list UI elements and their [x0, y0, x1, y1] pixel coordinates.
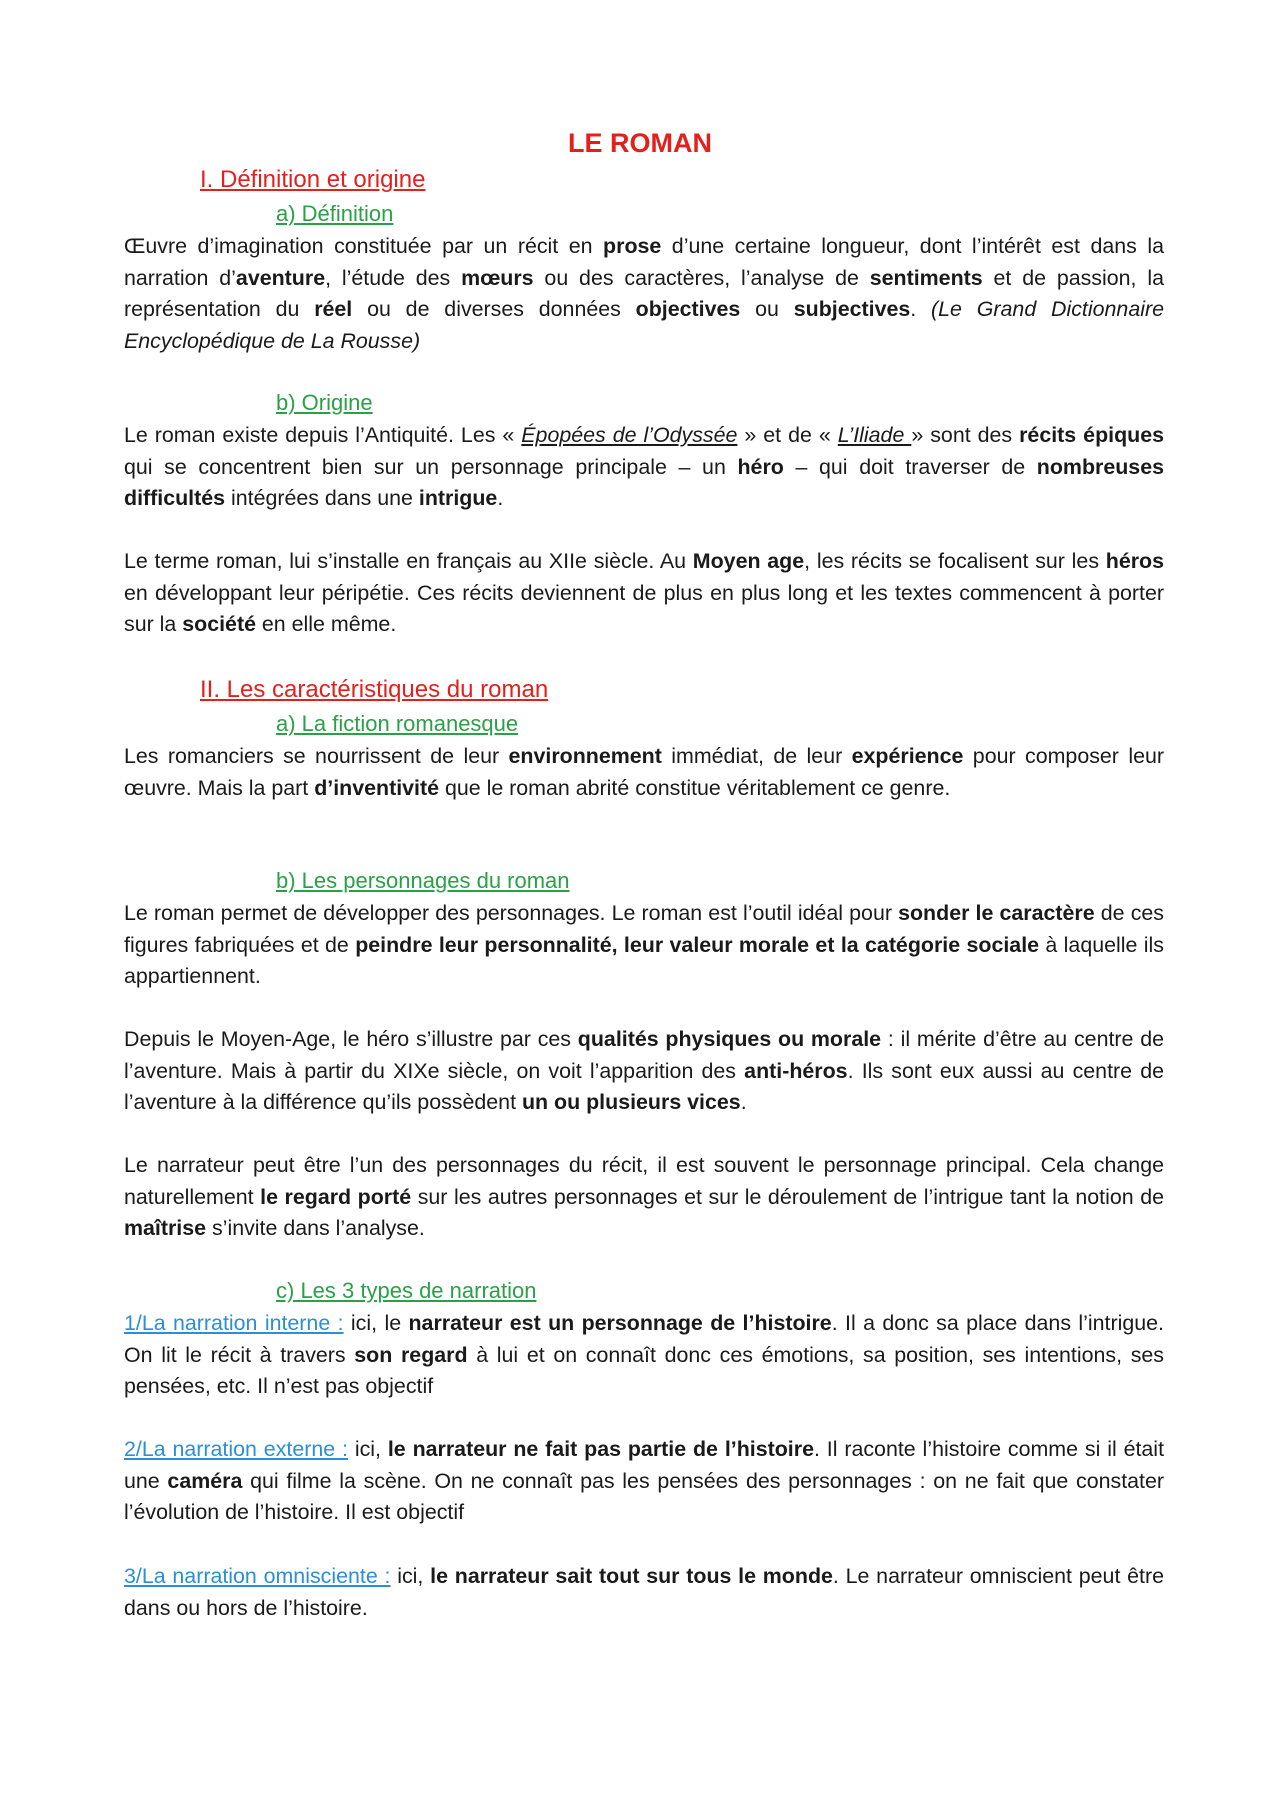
- paragraph-narration-interne: 1/La narration interne : ici, le narrateur est un personnage de l’histoire. Il a donc sa place dans l’intrigue. On lit le récit à travers son regard à lui et on connaît donc ces émotions, sa position, ses intentions, ses pensées, etc. Il n’est pas objectif: [124, 1311, 1164, 1399]
- paragraph-definition: Œuvre d’imagination constituée par un récit en prose d’une certaine longueur, dont l’intérêt est dans la narration d’aventure, l’étude des mœurs ou des caractères, l’analyse de sentiments et de passion, la représentation du réel ou de diverses données objectives ou subjectives. (Le Grand Dictionnaire Encyclopédique de La Rousse): [124, 234, 1164, 353]
- paragraph-personnages-3: Le narrateur peut être l’un des personnages du récit, il est souvent le personnage principal. Cela change naturellement le regard porté sur les autres personnages et sur le déroulement de l’intrigue tant la notion de maîtrise s’invite dans l’analyse.: [124, 1153, 1164, 1241]
- page-title: LE ROMAN: [568, 128, 712, 158]
- section-heading-1: I. Définition et origine: [200, 166, 426, 193]
- paragraph-personnages-1: Le roman permet de développer des personnages. Le roman est l’outil idéal pour sonder le caractère de ces figures fabriquées et de peindre leur personnalité, leur valeur morale et la catégorie sociale à laquelle ils appartiennent.: [124, 901, 1164, 989]
- subheading-definition: a) Définition: [276, 201, 394, 226]
- subheading-origine: b) Origine: [276, 390, 373, 415]
- paragraph-origine-2: Le terme roman, lui s’installe en français au XIIe siècle. Au Moyen age, les récits se focalisent sur les héros en développant leur péripétie. Ces récits deviennent de plus en plus long et les textes commencent à porter sur la société en elle même.: [124, 549, 1165, 637]
- paragraph-fiction: Les romanciers se nourrissent de leur environnement immédiat, de leur expérience pour composer leur œuvre. Mais la part d’inventivité que le roman abrité constitue véritablement ce genre.: [124, 744, 1164, 800]
- paragraph-narration-externe: 2/La narration externe : ici, le narrateur ne fait pas partie de l’histoire. Il raconte l’histoire comme si il était une caméra qui filme la scène. On ne connaît pas les pensées des personnages : on ne fait que constater l’évolution de l’histoire. Il est objectif: [124, 1437, 1165, 1525]
- subheading-personnages: b) Les personnages du roman: [276, 868, 570, 893]
- paragraph-personnages-2: Depuis le Moyen-Age, le héro s’illustre par ces qualités physiques ou morale : il mérite d’être au centre de l’aventure. Mais à partir du XIXe siècle, on voit l’apparition des anti-héros. Ils sont eux aussi au centre de l’aventure à la différence qu’ils possèdent un ou plusieurs vices.: [124, 1027, 1165, 1115]
- subheading-fiction: a) La fiction romanesque: [276, 711, 519, 736]
- paragraph-origine-1: Le roman existe depuis l’Antiquité. Les « Épopées de l’Odyssée » et de « L’Iliade » sont des récits épiques qui se concentrent bien sur un personnage principale – un héro – qui doit traverser de nombreuses difficultés intégrées dans une intrigue.: [124, 423, 1165, 511]
- subheading-narration: c) Les 3 types de narration: [276, 1278, 537, 1303]
- link-narration-interne[interactable]: 1/La narration interne :: [124, 1311, 344, 1335]
- link-narration-externe[interactable]: 2/La narration externe :: [124, 1437, 348, 1461]
- paragraph-narration-omnisciente: 3/La narration omnisciente : ici, le narrateur sait tout sur tous le monde. Le narrateur omniscient peut être dans ou hors de l’histoire.: [124, 1564, 1165, 1620]
- section-heading-2: II. Les caractéristiques du roman: [200, 676, 549, 703]
- link-narration-omnisciente[interactable]: 3/La narration omnisciente :: [124, 1564, 391, 1588]
